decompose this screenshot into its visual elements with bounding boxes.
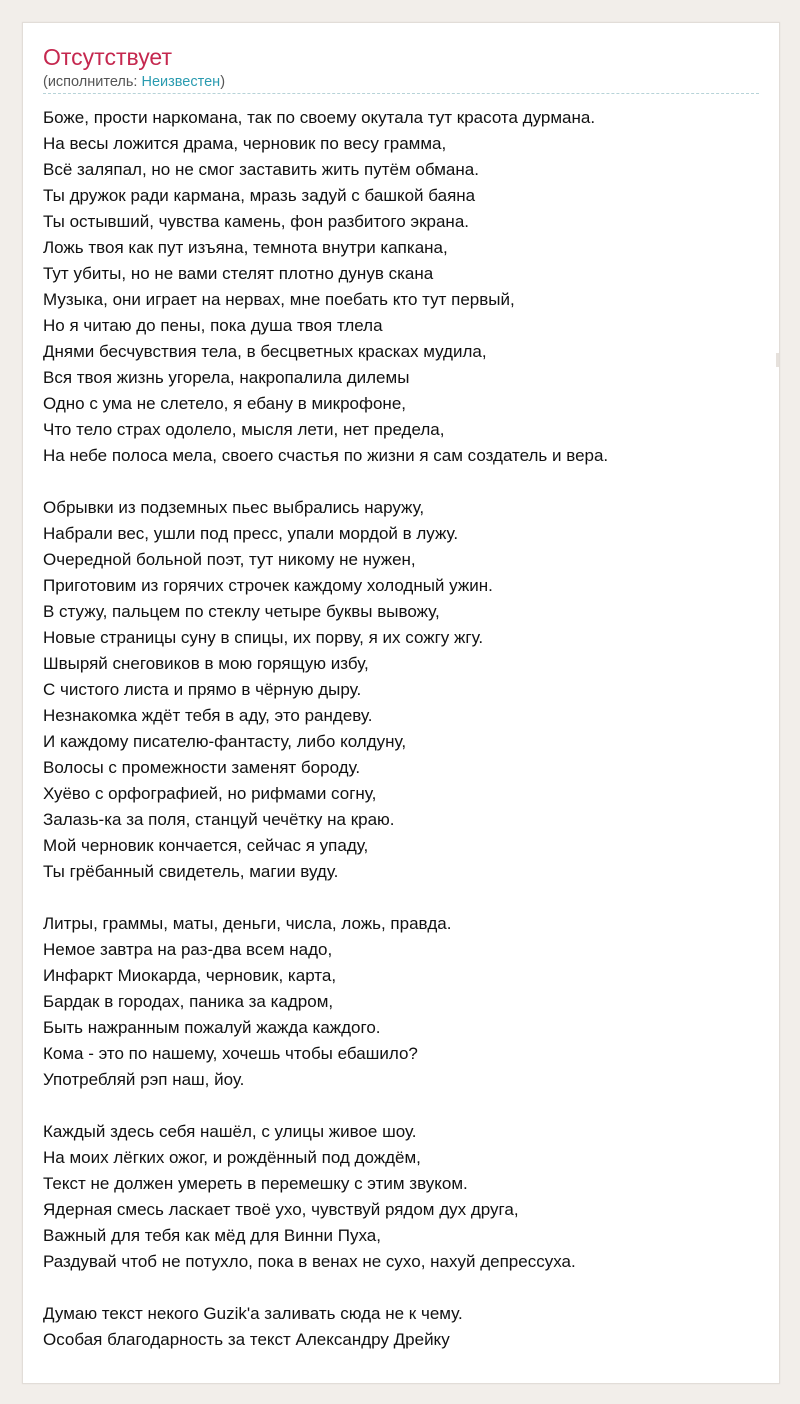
lyrics-line: Ядерная смесь ласкает твоё ухо, чувствуй рядом дух друга, bbox=[43, 1200, 519, 1219]
lyrics-line: И каждому писателю-фантасту, либо колдуну, bbox=[43, 732, 407, 751]
lyrics-line: Новые страницы суну в спицы, их порву, я их сожгу жгу. bbox=[43, 628, 484, 647]
lyrics-line: Текст не должен умереть в перемешку с этим звуком. bbox=[43, 1174, 468, 1193]
song-header bbox=[43, 43, 759, 94]
lyrics-line: Бардак в городах, паника за кадром, bbox=[43, 992, 334, 1011]
lyrics-line: Хуёво с орфографией, но рифмами согну, bbox=[43, 784, 377, 803]
lyrics-line: Немое завтра на раз-два всем надо, bbox=[43, 940, 333, 959]
lyrics-line: Каждый здесь себя нашёл, с улицы живое шоу. bbox=[43, 1122, 417, 1141]
lyrics-line: Незнакомка ждёт тебя в аду, это рандеву. bbox=[43, 706, 373, 725]
lyrics-line: Очередной больной поэт, тут никому не нужен, bbox=[43, 550, 416, 569]
lyrics-line: Одно с ума не слетело, я ебану в микрофоне, bbox=[43, 394, 407, 413]
lyrics-stanza bbox=[43, 105, 759, 469]
lyrics-line: Ты грёбанный свидетель, магии вуду. bbox=[43, 862, 339, 881]
artist-line bbox=[43, 73, 759, 94]
lyrics-line: Музыка, они играет на нервах, мне поебать кто тут первый, bbox=[43, 290, 515, 309]
lyrics-stanza bbox=[43, 1119, 759, 1275]
lyrics-line: Боже, прости наркомана, так по своему окутала тут красота дурмана. bbox=[43, 108, 596, 127]
lyrics-line: Всё заляпал, но не смог заставить жить путём обмана. bbox=[43, 160, 479, 179]
scroll-edge-mark bbox=[776, 353, 779, 367]
lyrics-line: Вся твоя жизнь угорела, накропалила дилемы bbox=[43, 368, 410, 387]
lyrics-line: Кома - это по нашему, хочешь чтобы ебашило? bbox=[43, 1044, 418, 1063]
lyrics-line: Волосы с промежности заменят бороду. bbox=[43, 758, 361, 777]
lyrics-line: На небе полоса мела, своего счастья по жизни я сам создатель и вера. bbox=[43, 446, 609, 465]
lyrics-card bbox=[22, 22, 780, 1384]
artist-link[interactable]: Неизвестен bbox=[141, 74, 221, 90]
lyrics-line: Обрывки из подземных пьес выбрались наружу, bbox=[43, 498, 425, 517]
lyrics-line: Но я читаю до пены, пока душа твоя тлела bbox=[43, 316, 383, 335]
lyrics-line: Важный для тебя как мёд для Винни Пуха, bbox=[43, 1226, 381, 1245]
lyrics-line: Ты дружок ради кармана, мразь задуй с башкой баяна bbox=[43, 186, 476, 205]
lyrics-line: Залазь-ка за поля, станцуй чечётку на краю. bbox=[43, 810, 395, 829]
lyrics-line: Особая благодарность за текст Александру Дрейку bbox=[43, 1330, 450, 1349]
lyrics-line: Думаю текст некого Guzik'а заливать сюда не к чему. bbox=[43, 1304, 463, 1323]
lyrics-line: На весы ложится драма, черновик по весу грамма, bbox=[43, 134, 447, 153]
lyrics-line: Набрали вес, ушли под пресс, упали мордой в лужу. bbox=[43, 524, 459, 543]
lyrics-line: С чистого листа и прямо в чёрную дыру. bbox=[43, 680, 362, 699]
artist-prefix: (исполнитель: bbox=[43, 74, 142, 90]
lyrics-line: Раздувай чтоб не потухло, пока в венах не сухо, нахуй депрессуха. bbox=[43, 1252, 576, 1271]
lyrics-line: Быть нажранным пожалуй жажда каждого. bbox=[43, 1018, 381, 1037]
artist-suffix: ) bbox=[220, 74, 226, 90]
lyrics-line: Литры, граммы, маты, деньги, числа, ложь, правда. bbox=[43, 914, 452, 933]
lyrics-line: Что тело страх одолело, мысля лети, нет предела, bbox=[43, 420, 445, 439]
lyrics-line: Ложь твоя как пут изъяна, темнота внутри капкана, bbox=[43, 238, 448, 257]
lyrics-line: Ты остывший, чувства камень, фон разбитого экрана. bbox=[43, 212, 469, 231]
lyrics-line: Швыряй снеговиков в мою горящую избу, bbox=[43, 654, 369, 673]
lyrics-line: Употребляй рэп наш, йоу. bbox=[43, 1070, 245, 1089]
lyrics-line: На моих лёгких ожог, и рождённый под дождём, bbox=[43, 1148, 421, 1167]
lyrics-line: В стужу, пальцем по стеклу четыре буквы вывожу, bbox=[43, 602, 440, 621]
lyrics-line: Приготовим из горячих строчек каждому холодный ужин. bbox=[43, 576, 493, 595]
lyrics-line: Днями бесчувствия тела, в бесцветных красках мудила, bbox=[43, 342, 487, 361]
lyrics-stanza bbox=[43, 495, 759, 885]
lyrics-stanza bbox=[43, 1301, 759, 1353]
lyrics-line: Мой черновик кончается, сейчас я упаду, bbox=[43, 836, 369, 855]
lyrics-body bbox=[43, 105, 759, 1353]
lyrics-line: Инфаркт Миокарда, черновик, карта, bbox=[43, 966, 337, 985]
lyrics-stanza bbox=[43, 911, 759, 1093]
lyrics-line: Тут убиты, но не вами стелят плотно дунув скана bbox=[43, 264, 434, 283]
song-title: Отсутствует bbox=[43, 44, 172, 70]
